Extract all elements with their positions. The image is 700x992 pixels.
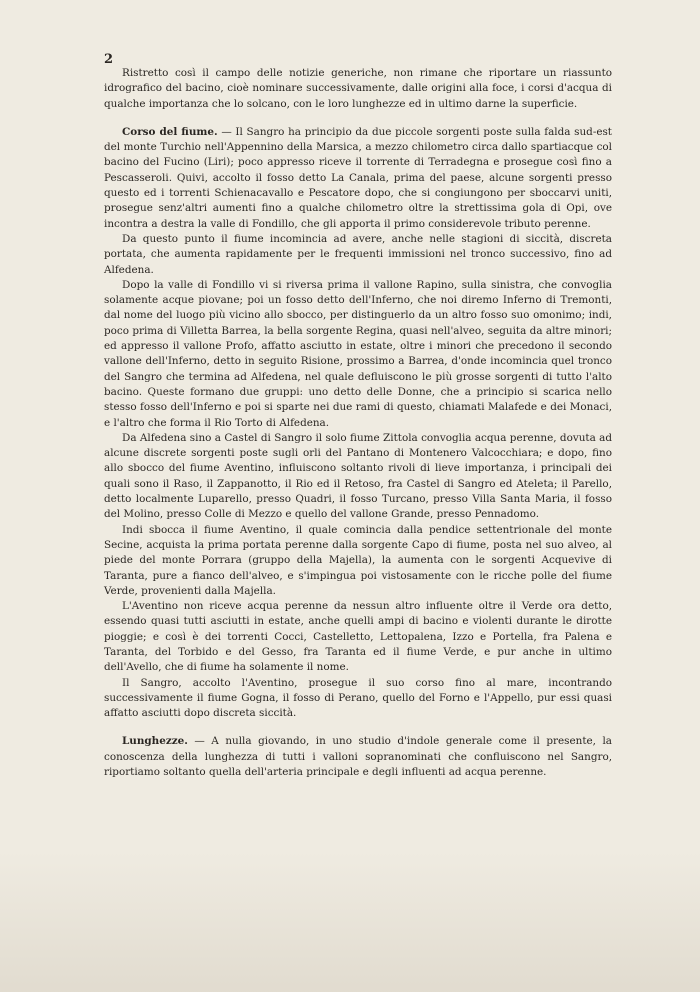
- section-lunghezze: [104, 734, 612, 780]
- corso-paragraph-2: Da questo punto il fiume incomincia ad avere, anche nelle stagioni di siccità, discreta portata, che aumenta rapidamente per le frequenti immissioni nel tronco successivo, fino ad Alfedena.: [104, 232, 612, 276]
- intro-paragraph: Ristretto così il campo delle notizie generiche, non rimane che riportare un riassunto idrografico del bacino, cioè nominare successivamente, dalle origini alla foce, i corsi d'acqua di qualche importanza che lo solcano, con le loro lunghezze ed in ultimo darne la superficie.: [104, 67, 612, 110]
- corso-paragraph-6: L'Aventino non riceve acqua perenne da nessun altro influente oltre il Verde ora detto, essendo quasi tutti asciutti in estate, anche quelli ampi di bacino e violenti durante le dirotte pioggie; e così è dei torrenti Cocci, Castelletto, Lettopalena, Izzo e Portella, fra Palena e Taranta, del Torbido e del Gesso, fra Taranta ed il fiume Verde, e pur anche in ultimo dell'Avello, che di fiume ha solamente il nome.: [104, 600, 612, 674]
- lunghezze-heading: Lunghezze.: [122, 735, 188, 748]
- corso-paragraph-4: Da Alfedena sino a Castel di Sangro il solo fiume Zittola convoglia acqua perenne, dovuta ad alcune discrete sorgenti poste sugli orli del Pantano di Montenero Valcocchiara; e dopo, fino allo sbocco del fiume Aventino, influiscono soltanto rivoli di lieve importanza, i principali dei quali sono il Raso, il Zappanotto, il Rio ed il Retoso, fra Castel di Sangro ed Ateleta; il Parello, detto localmente Luparello, presso Quadri, il fosso Turcano, presso Villa Santa Maria, il fosso del Molino, presso Colle di Mezzo e quello del vallone Grande, presso Pennadomo.: [104, 431, 612, 521]
- corso-paragraph-7: Il Sangro, accolto l'Aventino, prosegue il suo corso fino al mare, incontrando successivamente il fiume Gogna, il fosso di Perano, quello del Forno e l'Appello, pur essi quasi affatto asciutti dopo discreta siccità.: [104, 676, 612, 720]
- corso-paragraph-5: Indi sbocca il fiume Aventino, il quale comincia dalla pendice settentrionale del monte Secine, acquista la prima portata perenne dalla sorgente Capo di fiume, posta nel suo alveo, al piede del monte Porrara (gruppo della Majella), la aumenta con le sorgenti Acquevive di Taranta, pure a fianco dell'alveo, e s'impingua poi vistosamente con le ricche polle del fiume Verde, provenienti dalla Majella.: [104, 523, 612, 597]
- corso-paragraph-1: [104, 125, 612, 232]
- lunghezze-paragraph: [104, 734, 612, 780]
- corso-heading: Corso del fiume.: [122, 125, 218, 138]
- page-number: 2: [104, 52, 114, 67]
- section-corso: [104, 125, 612, 722]
- corso-paragraph-3: Dopo la valle di Fondillo vi si riversa prima il vallone Rapino, sulla sinistra, che convoglia solamente acque piovane; poi un fosso detto dell'Inferno, che noi diremo Inferno di Tremonti, dal nome del luogo più vicino allo sbocco, per distinguerlo da un altro fosso suo omonimo; indi, poco prima di Villetta Barrea, la bella sorgente Regina, quasi nell'alveo, seguita da altre minori; ed appresso il vallone Profo, affatto asciutto in estate, oltre i minori che precedono il secondo vallone dell'Inferno, detto in seguito Risione, prossimo a Barrea, d'onde incomincia quel tronco del Sangro che termina ad Alfedena, nel quale defluiscono le più grosse sorgenti di tutto l'alto bacino. Queste formano due gruppi: uno detto delle Donne, che a principio si scarica nello stesso fosso dell'Inferno e poi si sparte nei due rami di questo, chiamati Malafede e dei Monaci, e l'altro che forma il Rio Torto di Alfedena.: [104, 278, 612, 429]
- corso-text-1: — Il Sangro ha principio da due piccole sorgenti poste sulla falda sud-est del monte Turchio nell'Appennino della Marsica, a mezzo chilometro circa dallo spartiacque col bacino del Fucino (Liri); poco appresso riceve il torrente di Terradegna e prosegue così fino a Pescasseroli. Quivi, accolto il fosso detto La Canala, prima del paese, alcune sorgenti presso questo ed i torrenti Schienacavallo e Pescatore dopo, che si congiungono per sboccarvi uniti, prosegue senz'altri aumenti fino a qualche chilometro oltre la strettissima gola di Opi, ove incontra a destra la valle di Fondillo, che gli apporta il primo considerevole tributo perenne.: [104, 125, 612, 230]
- lunghezze-text: — A nulla giovando, in uno studio d'indole generale come il presente, la conoscenza della lunghezza di tutti i valloni sopranominati che confluiscono nel Sangro, riportiamo soltanto quella dell'arteria principale e degli influenti ad acqua perenne.: [104, 735, 612, 779]
